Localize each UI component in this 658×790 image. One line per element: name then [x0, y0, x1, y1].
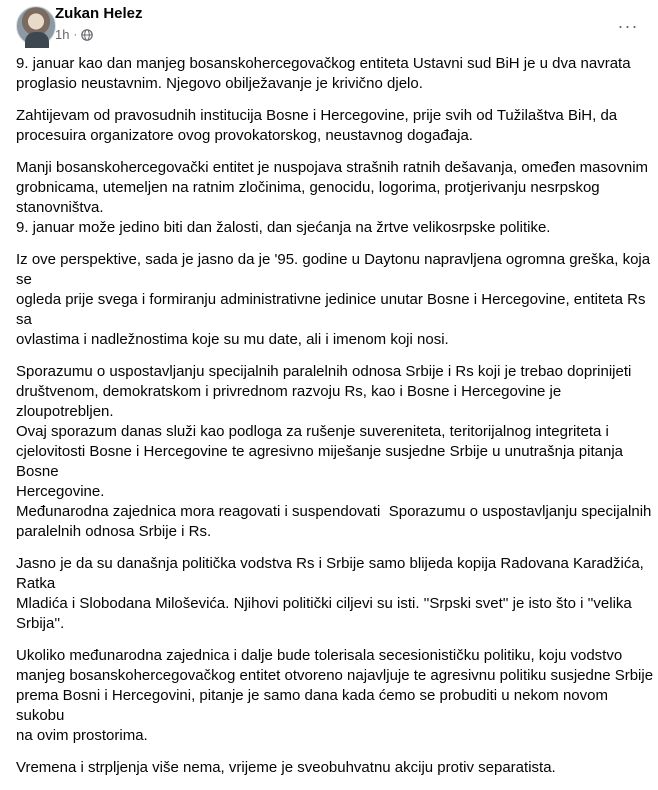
post-paragraph: 9. januar kao dan manjeg bosanskohercegovačkog entiteta Ustavni sud BiH je u dva navrata proglasio neustavnim. Njegovo obilježavanje je krivično djelo. [16, 55, 631, 92]
post-paragraph: Sporazumu o uspostavljanju specijalnih paralelnih odnosa Srbije i Rs koji je trebao doprinijeti društvenom, demokratskom i privrednom razvoju Rs, kao i Bosne i Hercegovine je zloupotrebljen. Ovaj sporazum danas služi kao podloga za rušenje suvereniteta, teritorijalnog integriteta i cjelovitosti Bosne i Hercegovine te agresivno miješanje susjedne Srbije u unutrašnja pitanja Bosne Hercegovine. Međunarodna zajednica mora reagovati i suspendovati Sporazumu o uspostavljanju specijalnih paralelnih odnosa Srbije i Rs. [16, 363, 652, 540]
post-paragraph: Ukoliko međunarodna zajednica i dalje bude tolerisala secesionističku politiku, koju vodstvo manjeg bosanskohercegovačkog entitet otvoreno najavljuje te agresivnu politiku susjedne Srbije prema Bosni i Hercegovini, pitanje je samo dana kada ćemo se probuditi u nekom novom sukobu na ovim prostorima. [16, 647, 654, 744]
post-paragraph: Jasno je da su današnja politička vodstva Rs i Srbije samo blijeda kopija Radovana Karadžića, Ratka Mladića i Slobodana Miloševića. Njihovi politički ciljevi su isti. ''Srpski svet'' je isto što i ''velika Srbija''. [16, 555, 644, 632]
globe-icon[interactable] [81, 29, 93, 41]
more-options-icon: ··· [617, 16, 639, 36]
meta-separator: · [73, 29, 78, 41]
post-paragraph: Manji bosanskohercegovački entitet je nuspojava strašnih ratnih dešavanja, omeđen masovnim grobnicama, utemeljen na ratnim zločinima, genocidu, logorima, protjerivanju nesrpskog stanovništva. 9. januar može jedino biti dan žalosti, dan sjećanja na žrtve velikosrpske politike. [16, 159, 649, 236]
post-paragraph: Vremena i strpljenja više nema, vrijeme je sveobuhvatnu akciju protiv separatista. [16, 759, 556, 776]
post-time[interactable]: 1h [55, 27, 70, 42]
author-name[interactable]: Zukan Helez [55, 5, 143, 22]
post-meta [55, 27, 93, 43]
post-header [0, 0, 654, 48]
author-avatar[interactable] [16, 6, 56, 46]
more-options-button[interactable] [610, 8, 646, 44]
post-paragraph: Zahtijevam od pravosudnih institucija Bosne i Hercegovine, prije svih od Tužilaštva BiH, da procesuira organizatore ovog provokatorskog, neustavnog događaja. [16, 107, 618, 144]
post-paragraph: Iz ove perspektive, sada je jasno da je '95. godine u Daytonu napravljena ogromna greška, koja se ogleda prije svega i formiranju administrativne jedinice unutar Bosne i Hercegovine, entiteta Rs sa ovlastima i nadležnostima koje su mu date, ali i imenom koji nosi. [16, 251, 651, 348]
post-text [16, 54, 658, 790]
avatar-figure [25, 32, 49, 48]
